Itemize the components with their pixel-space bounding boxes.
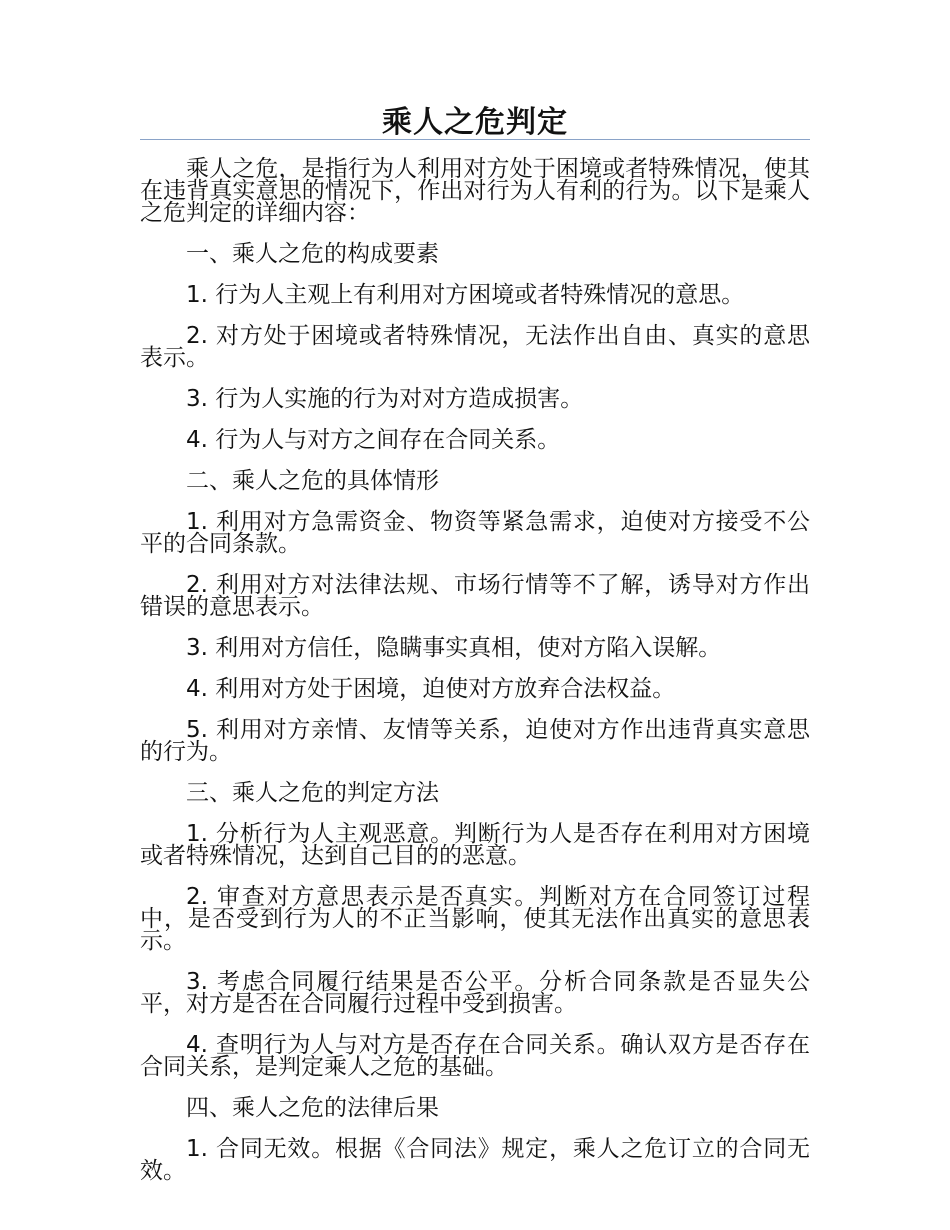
list-item: 5. 利用对方亲情、友情等关系，迫使对方作出违背真实意思的行为。 [140, 717, 810, 765]
list-item: 1. 行为人主观上有利用对方困境或者特殊情况的意思。 [186, 282, 745, 308]
list-item: 2. 利用对方对法律法规、市场行情等不了解，诱导对方作出错误的意思表示。 [140, 572, 810, 620]
list-item: 4. 查明行为人与对方是否存在合同关系。确认双方是否存在合同关系，是判定乘人之危的基础。 [140, 1032, 810, 1080]
section-heading-consequences: 四、乘人之危的法律后果 [186, 1095, 439, 1121]
list-item: 1. 分析行为人主观恶意。判断行为人是否存在利用对方困境或者特殊情况，达到自己目的的恶意。 [140, 821, 810, 869]
list-item: 4. 利用对方处于困境，迫使对方放弃合法权益。 [186, 676, 676, 702]
list-item: 1. 利用对方急需资金、物资等紧急需求，迫使对方接受不公平的合同条款。 [140, 509, 810, 557]
list-item: 2. 审查对方意思表示是否真实。判断对方在合同签订过程中，是否受到行为人的不正当影响，使其无法作出真实的意思表示。 [140, 884, 810, 954]
list-item: 3. 利用对方信任，隐瞒事实真相，使对方陷入误解。 [186, 635, 722, 661]
section-heading-situations: 二、乘人之危的具体情形 [186, 468, 439, 494]
intro-paragraph: 乘人之危，是指行为人利用对方处于困境或者特殊情况，使其在违背真实意思的情况下，作出对行为人有利的行为。以下是乘人之危判定的详细内容： [140, 156, 810, 226]
document-title: 乘人之危判定 [382, 105, 568, 140]
list-item: 1. 合同无效。根据《合同法》规定，乘人之危订立的合同无效。 [140, 1136, 810, 1184]
section-heading-elements: 一、乘人之危的构成要素 [186, 241, 439, 267]
list-item: 2. 对方处于困境或者特殊情况，无法作出自由、真实的意思表示。 [140, 323, 810, 371]
section-heading-methods: 三、乘人之危的判定方法 [186, 780, 439, 806]
list-item: 4. 行为人与对方之间存在合同关系。 [186, 427, 561, 453]
list-item: 3. 考虑合同履行结果是否公平。分析合同条款是否显失公平，对方是否在合同履行过程中受到损害。 [140, 969, 810, 1017]
document-body [140, 155, 810, 1201]
title-underline [140, 139, 810, 140]
list-item: 3. 行为人实施的行为对对方造成损害。 [186, 386, 584, 412]
